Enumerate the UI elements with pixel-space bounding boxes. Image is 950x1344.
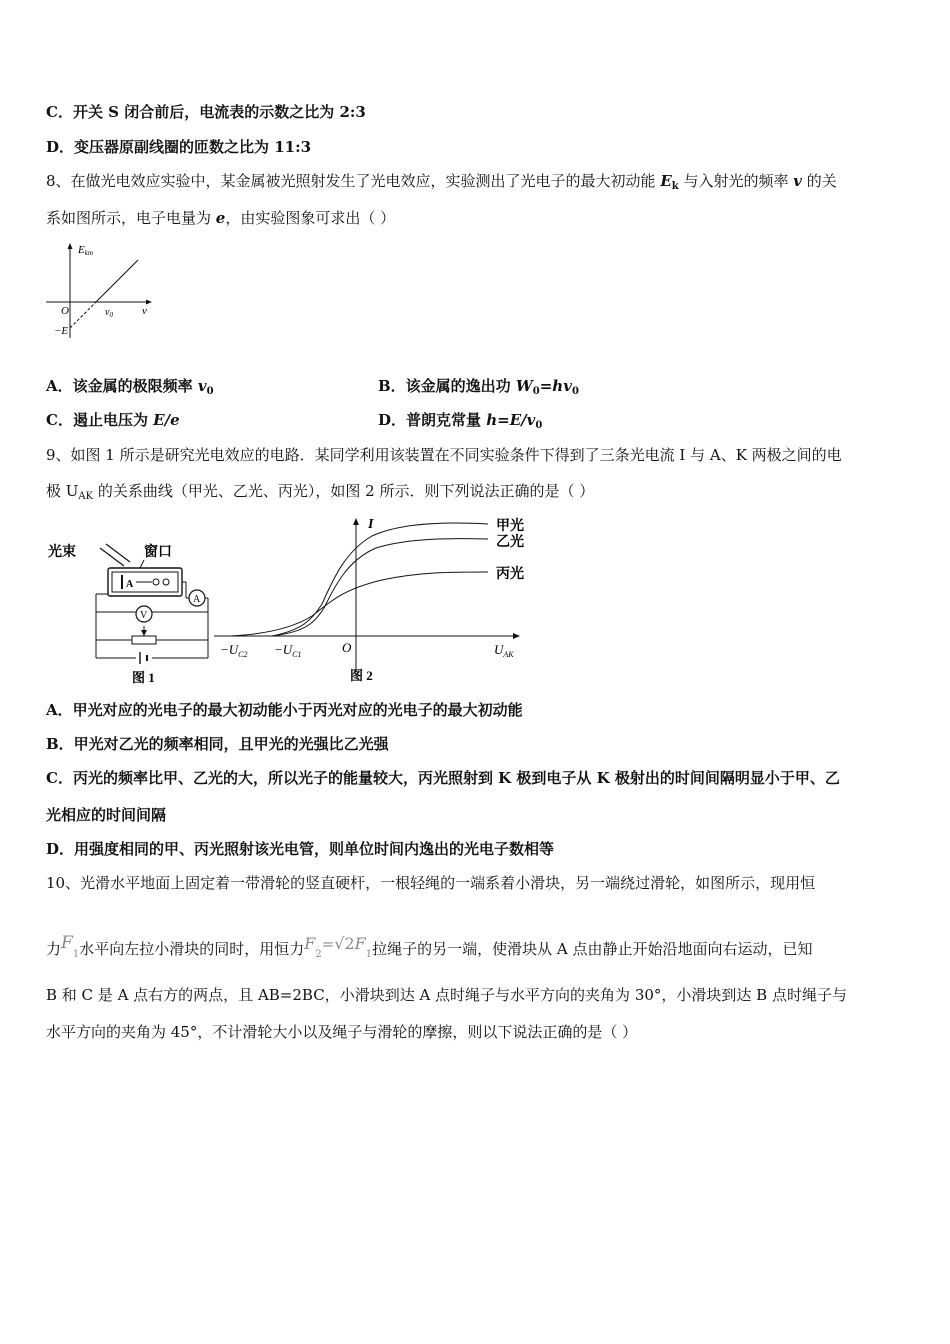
q8-origin: O — [61, 305, 69, 317]
q9-option-c-line2: 光相应的时间间隔 — [46, 806, 167, 824]
fig2-xaxis: U — [494, 642, 504, 657]
chuangkou-label: 窗口 — [144, 545, 172, 560]
q9-option-c-line1: C．丙光的频率比甲、乙光的大，所以光子的能量较大，丙光照射到 K 极到电子从 K 极射出的时间间隔明显小于甲、乙 — [46, 769, 840, 787]
uc1-label: −U — [274, 642, 293, 657]
q8-xlabel: v — [142, 305, 147, 317]
q8-ek-v-graph — [44, 238, 156, 342]
q8-option-b: B．该金属的逸出功 $W_0=hv_0$ — [378, 377, 579, 397]
fig2-caption: 图 2 — [350, 668, 373, 683]
q10-stem-line3: B 和 C 是 A 点右方的两点，且 AB=2BC，小滑块到达 A 点时绳子与水平方向的夹角为 30°，小滑块到达 B 点时绳子与 — [46, 986, 847, 1004]
jia-label: 甲光 — [496, 519, 524, 534]
q9-stem-line2: 极 $U_{AK}$ 的关系曲线（甲光、乙光、丙光），如图 2 所示．则下列说法正确的是（ ） — [46, 482, 595, 502]
yi-label: 乙光 — [496, 535, 524, 550]
q10-stem-line2: 力$F_1$水平向左拉小滑块的同时，用恒力$F_2=√2F_1$拉绳子的另一端，使滑块从 A 点由静止开始沿地面向右运动，已知 — [46, 933, 813, 960]
q8-v0-label: v — [105, 307, 110, 318]
q8-neg-e: −E — [54, 325, 69, 337]
uc2-label: −U — [220, 642, 239, 657]
q8-ylabel: E — [78, 244, 85, 256]
jia-curve — [272, 523, 488, 636]
q9-option-a: A．甲光对应的光电子的最大初动能小于丙光对应的光电子的最大初动能 — [46, 701, 523, 719]
yi-curve — [272, 539, 488, 636]
svg-text:Ekm: Ekm — [78, 244, 93, 257]
fig2-origin: O — [342, 640, 352, 655]
q10-stem-line1: 10、光滑水平地面上固定着一带滑轮的竖直硬杆，一根轻绳的一端系着小滑块，另一端绕过滑轮，如图所示，现用恒 — [46, 874, 816, 892]
guangshu-label: 光束 — [48, 545, 76, 560]
q8-option-d: D．普朗克常量 $h=E/v_0$ — [378, 411, 543, 431]
q10-stem-line4: 水平方向的夹角为 45°，不计滑轮大小以及绳子与滑轮的摩擦，则以下说法正确的是（ ） — [46, 1023, 638, 1041]
svg-text:v0: $v_0$ — [105, 307, 113, 319]
svg-text:−UC1: $-U_{C1}$ — [274, 642, 302, 659]
svg-text:UAK: $U_{AK}$ — [494, 642, 514, 659]
svg-text:A: A — [126, 579, 134, 590]
q8-stem-line1: 8、在做光电效应实验中，某金属被光照射发生了光电效应，实验测出了光电子的最大初动能 $E_k$ 与入射光的频率 v 的关 — [46, 172, 837, 192]
q7-option-c: C．开关 S 闭合前后，电流表的示数之比为 2:3 — [46, 103, 366, 121]
voltmeter-symbol: V — [140, 610, 148, 621]
q9-stem-line1: 9、如图 1 所示是研究光电效应的电路．某同学利用该装置在不同实验条件下得到了三条光电流 I 与 A、K 两极之间的电 — [46, 446, 842, 464]
q9-fig2-iu-curves — [212, 512, 542, 688]
bing-curve — [230, 572, 488, 636]
q8-stem-line2: 系如图所示，电子电量为 e，由实验图象可求出（ ） — [46, 209, 396, 227]
q7-option-d: D．变压器原副线圈的匝数之比为 11:3 — [46, 138, 312, 156]
svg-text:−UC2: $-U_{C2}$ — [220, 642, 248, 659]
q9-fig1-circuit — [44, 522, 214, 688]
bing-label: 丙光 — [496, 567, 524, 582]
fig1-caption: 图 1 — [132, 670, 155, 685]
q8-option-c: C．遏止电压为 E/e — [46, 411, 180, 429]
ammeter-symbol: A — [193, 594, 201, 605]
q8-option-a: A．该金属的极限频率 $v_0$ — [46, 377, 214, 397]
fig2-yaxis: I — [368, 517, 374, 532]
q9-option-b: B．甲光对乙光的频率相同，且甲光的光强比乙光强 — [46, 735, 389, 753]
q9-option-d: D．用强度相同的甲、丙光照射该光电管，则单位时间内逸出的光电子数相等 — [46, 840, 555, 858]
